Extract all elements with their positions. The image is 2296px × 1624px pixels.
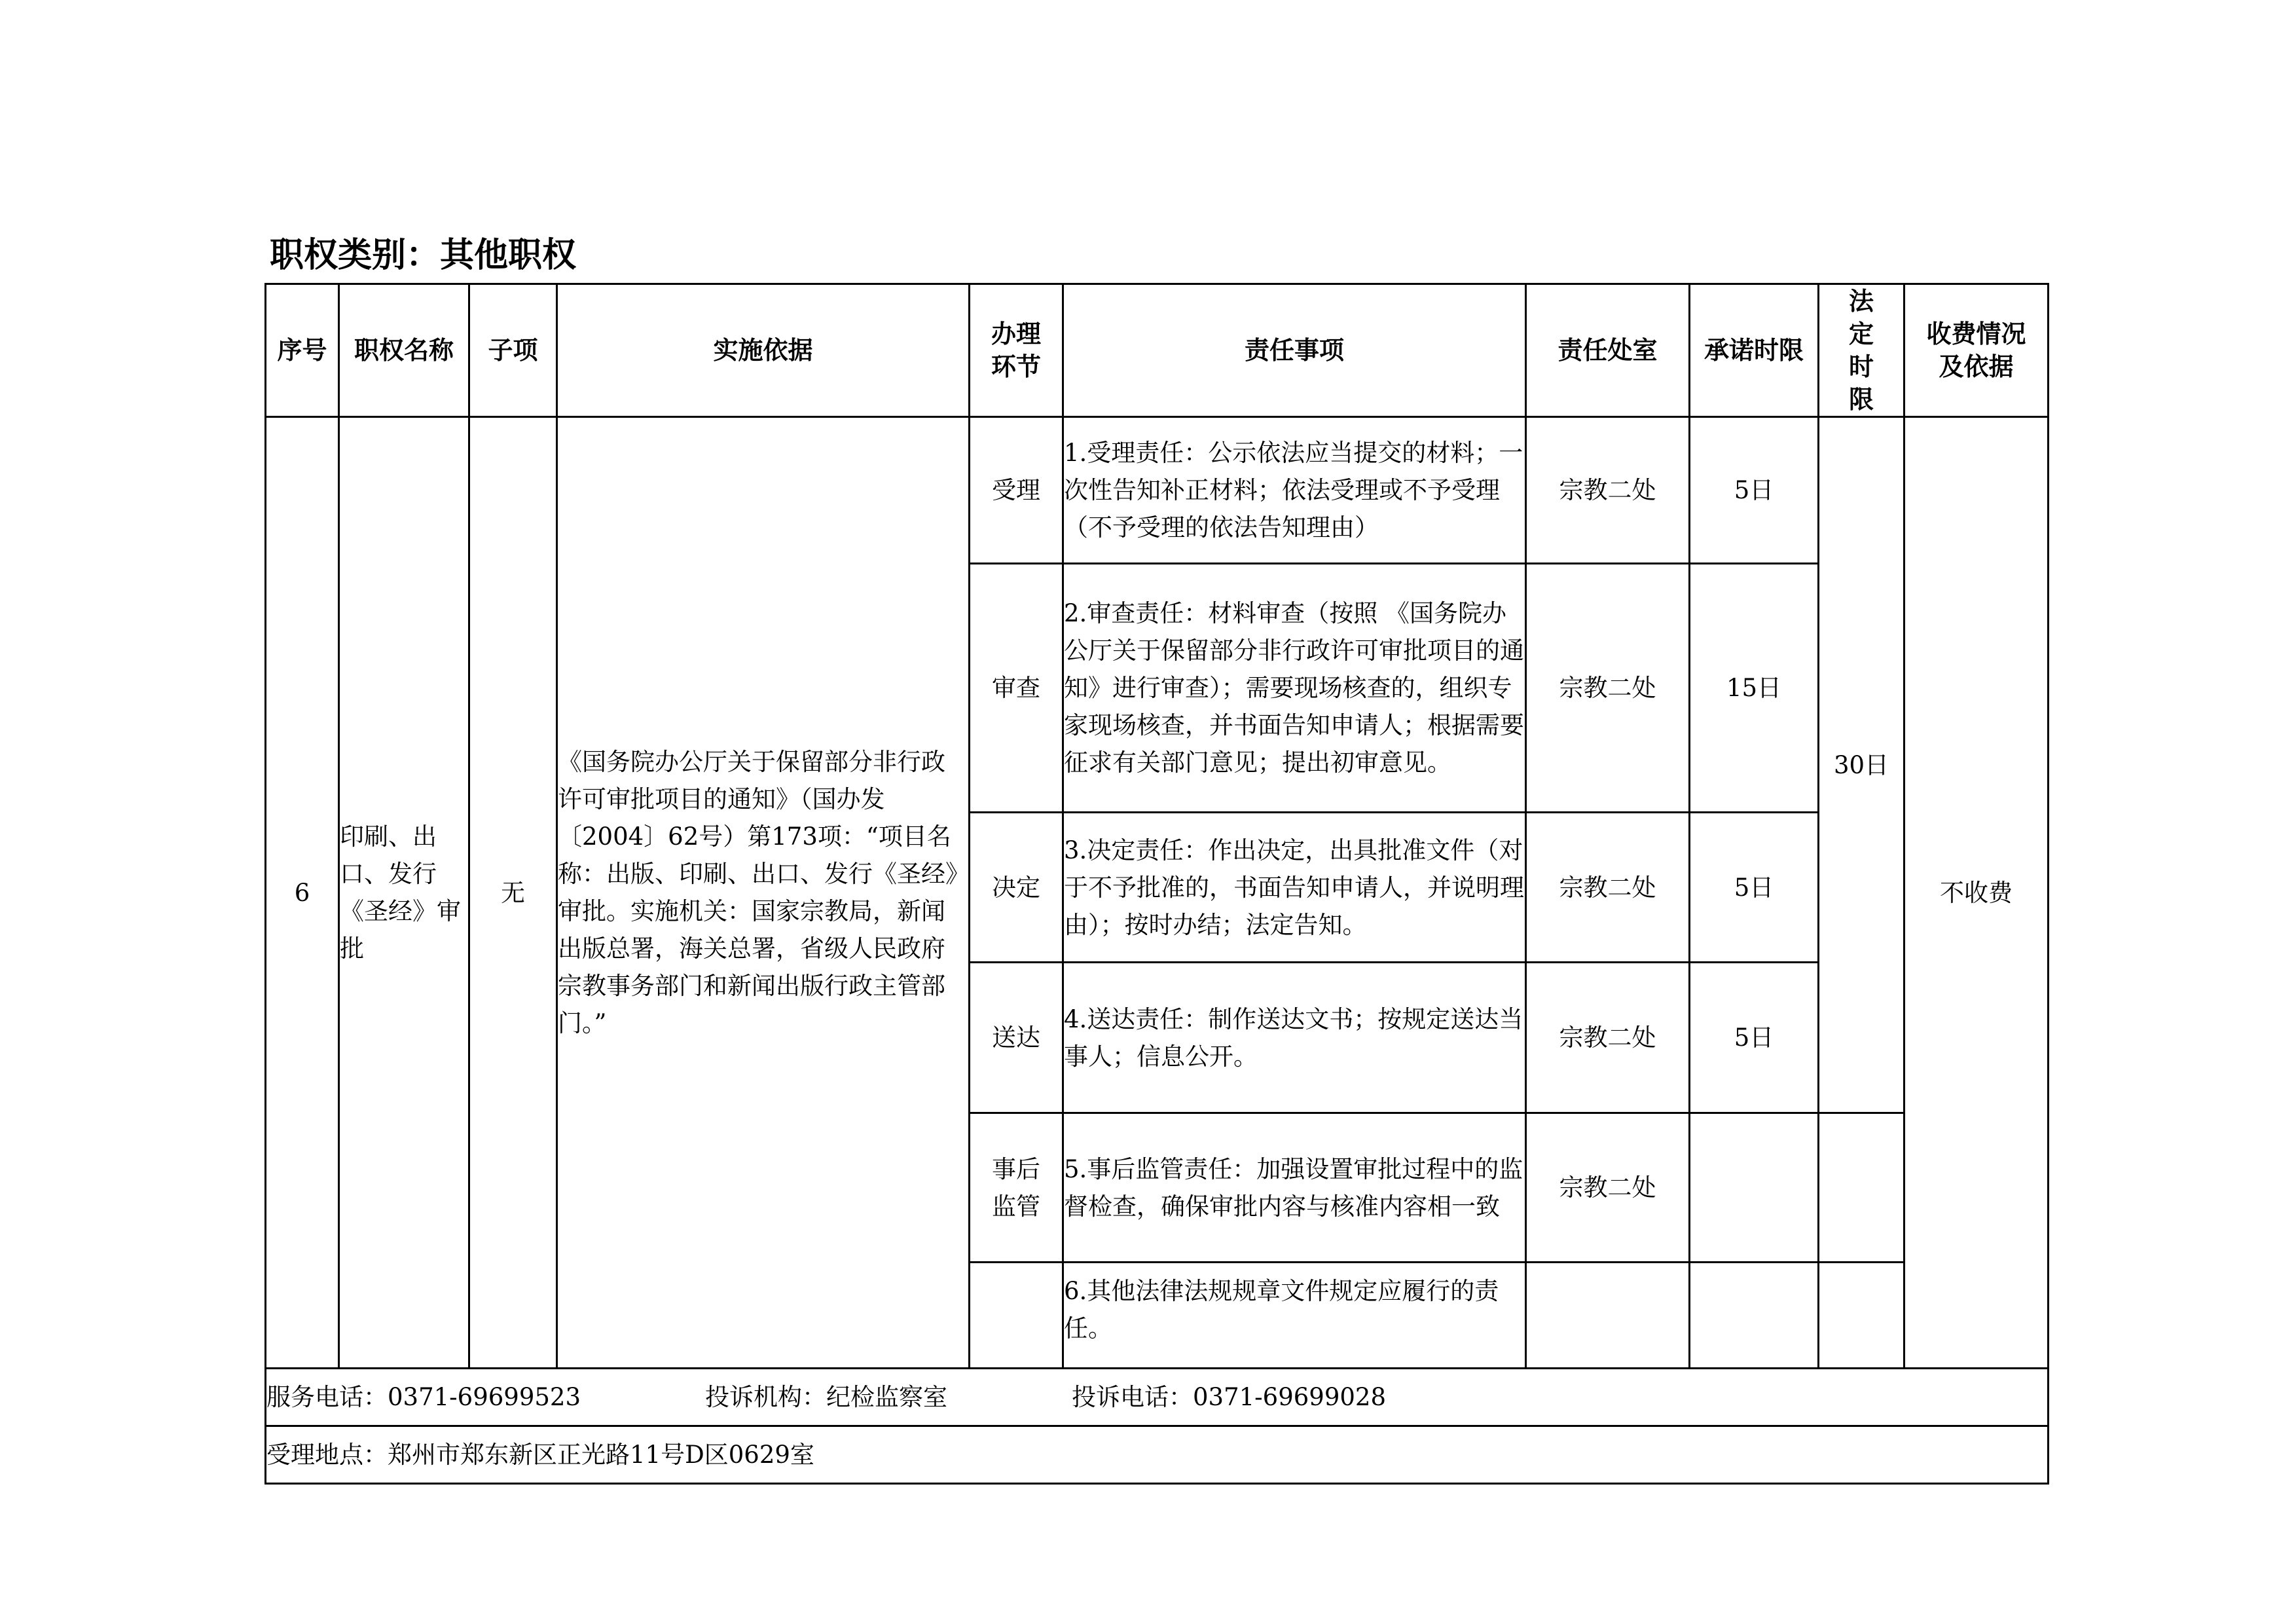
authority-name-cell: 印刷、出口、发行《圣经》审批 (339, 417, 469, 1369)
fee-cell: 不收费 (1904, 417, 2049, 1369)
office-cell: 宗教二处 (1526, 963, 1690, 1113)
legal-limit-empty-cell (1819, 1113, 1904, 1263)
office-cell (1526, 1263, 1690, 1369)
legal-limit-empty-cell (1819, 1263, 1904, 1369)
footer-contact-row (266, 1369, 2049, 1426)
service-phone: 服务电话：0371-69699523 (266, 1382, 581, 1411)
office-cell: 宗教二处 (1526, 564, 1690, 813)
header-office: 责任处室 (1526, 284, 1690, 417)
promise-cell: 5日 (1690, 417, 1819, 564)
header-name: 职权名称 (339, 284, 469, 417)
promise-cell (1690, 1263, 1819, 1369)
header-duty: 责任事项 (1063, 284, 1526, 417)
accept-address: 受理地点：郑州市郑东新区正光路11号D区0629室 (266, 1426, 2049, 1484)
authority-table (264, 283, 2049, 1485)
step-cell: 决定 (970, 813, 1063, 963)
step-cell: 事后监管 (970, 1113, 1063, 1263)
office-cell: 宗教二处 (1526, 417, 1690, 564)
duty-cell: 1.受理责任：公示依法应当提交的材料；一次性告知补正材料；依法受理或不予受理（不予受理的依法告知理由） (1063, 417, 1526, 564)
page-title: 职权类别：其他职权 (270, 236, 577, 275)
header-step: 办理环节 (970, 284, 1063, 417)
step-cell: 送达 (970, 963, 1063, 1113)
promise-cell: 5日 (1690, 963, 1819, 1113)
duty-cell: 6.其他法律法规规章文件规定应履行的责任。 (1063, 1263, 1526, 1369)
header-promise: 承诺时限 (1690, 284, 1819, 417)
seq-cell: 6 (266, 417, 339, 1369)
legal-limit-cell: 30日 (1819, 417, 1904, 1113)
step-cell: 受理 (970, 417, 1063, 564)
complaint-phone: 投诉电话：0371-69699028 (1072, 1382, 1386, 1411)
office-cell: 宗教二处 (1526, 1113, 1690, 1263)
header-fee: 收费情况及依据 (1904, 284, 2049, 417)
sub-item-cell: 无 (469, 417, 557, 1369)
office-cell: 宗教二处 (1526, 813, 1690, 963)
footer-address-row (266, 1426, 2049, 1484)
promise-cell: 15日 (1690, 564, 1819, 813)
step-cell: 审查 (970, 564, 1063, 813)
header-legal: 法定时限 (1819, 284, 1904, 417)
header-seq: 序号 (266, 284, 339, 417)
header-basis: 实施依据 (557, 284, 970, 417)
header-sub: 子项 (469, 284, 557, 417)
table-row (266, 417, 2049, 564)
duty-cell: 2.审查责任：材料审查（按照 《国务院办公厅关于保留部分非行政许可审批项目的通知》进行审查）；需要现场核查的，组织专家现场核查，并书面告知申请人；根据需要征求有关部门意见；提出初审意见。 (1063, 564, 1526, 813)
duty-cell: 3.决定责任：作出决定，出具批准文件（对于不予批准的，书面告知申请人，并说明理由）；按时办结；法定告知。 (1063, 813, 1526, 963)
promise-cell: 5日 (1690, 813, 1819, 963)
promise-cell (1690, 1113, 1819, 1263)
step-cell (970, 1263, 1063, 1369)
basis-cell: 《国务院办公厅关于保留部分非行政许可审批项目的通知》（国办发〔2004〕62号）第173项：“项目名称：出版、印刷、出口、发行《圣经》审批。实施机关：国家宗教局，新闻出版总署，海关总署，省级人民政府宗教事务部门和新闻出版行政主管部门。” (557, 417, 970, 1369)
duty-cell: 5.事后监管责任：加强设置审批过程中的监督检查，确保审批内容与核准内容相一致 (1063, 1113, 1526, 1263)
table-header-row (266, 284, 2049, 417)
complaint-org: 投诉机构：纪检监察室 (705, 1382, 947, 1411)
duty-cell: 4.送达责任：制作送达文书；按规定送达当事人；信息公开。 (1063, 963, 1526, 1113)
